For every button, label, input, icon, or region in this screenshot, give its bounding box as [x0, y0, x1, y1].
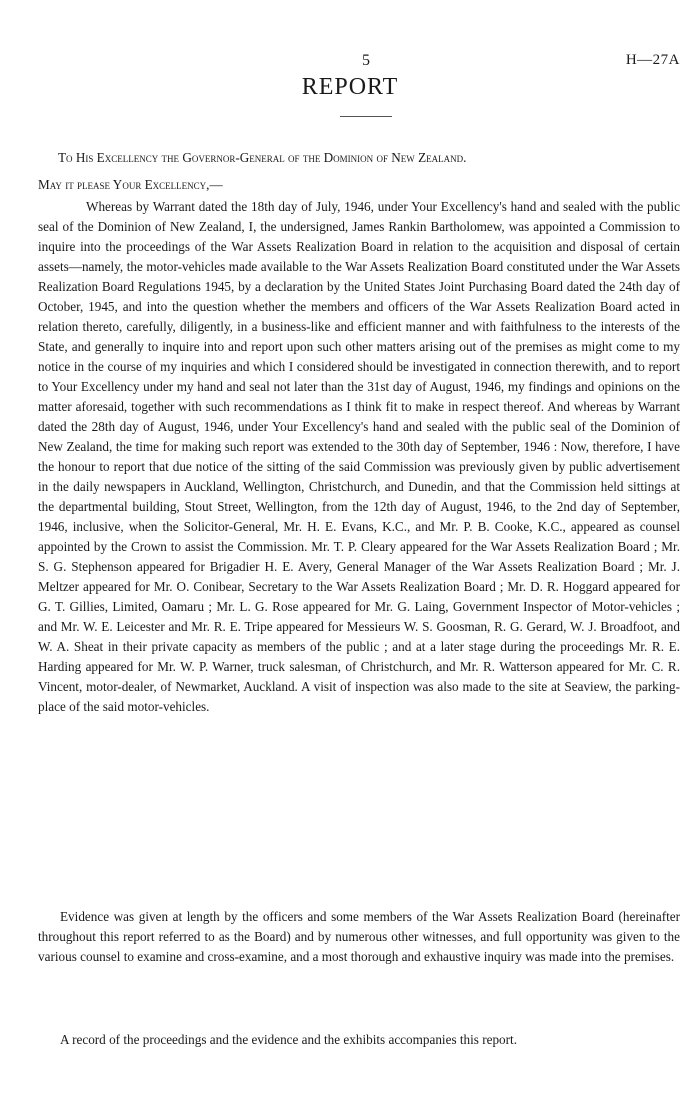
- paragraph-record: A record of the proceedings and the evidence and the exhibits accompanies this report.: [60, 1032, 518, 1047]
- page-number: 5: [362, 52, 370, 69]
- document-reference: H—27A: [625, 52, 680, 68]
- addressee-line: To His Excellency the Governor-General of the Dominion of New Zealand.: [58, 150, 467, 165]
- report-title: REPORT: [301, 74, 399, 100]
- salutation-line: May it please Your Excellency,—: [38, 177, 223, 192]
- title-rule: [340, 116, 392, 117]
- paragraph-warrant: Whereas by Warrant dated the 18th day of July, 1946, under Your Excellency's hand and sealed with the public seal of the Dominion of New Zealand, I, the undersigned, James Rankin Bartholomew, was appointed a Commission to inquire into the proceedings of the War Assets Realization Board in relation to the acquisition and disposal of certain assets—namely, the motor-vehicles made available to the War Assets Realization Board constituted under the War Assets Realization Board Regulations 1945, by a declaration by the United States Joint Purchasing Board dated the 24th day of October, 1945, and into the question whether the members and officers of the War Assets Realization Board acted in relation thereto, carefully, diligently, in a business-like and efficient manner and with faithfulness to the interests of the State, and generally to inquire into and report upon such other matters arising out of the premises as might come to my notice in the course of my inquiries and which I considered should be investigated in connection therewith, and to report to Your Excellency under my hand and seal not later than the 31st day of August, 1946, my findings and opinions on the matter aforesaid, together with such recommendations as I think fit to make in respect thereof. And whereas by Warrant dated the 28th day of August, 1946, under Your Excellency's hand and sealed with the public seal of the Dominion of New Zealand, the time for making such report was extended to the 30th day of September, 1946 : Now, therefore, I have the honour to report that due notice of the sitting of the said Commission was previously given by public advertisement in the daily newspapers in Auckland, Wellington, Christchurch, and Dunedin, and that the Commission held sittings at the departmental building, Stout Street, Wellington, from the 12th day of August, 1946, to the 2nd day of September, 1946, inclusive, when the Solicitor-General, Mr. H. E. Evans, K.C., and Mr. P. B. Cooke, K.C., appeared as counsel appointed by the Crown to assist the Commission. Mr. T. P. Cleary appeared for the War Assets Realization Board ; Mr. S. G. Stephenson appeared for Brigadier H. E. Avery, General Manager of the War Assets Realization Board ; Mr. J. Meltzer appeared for Mr. O. Conibear, Secretary to the War Assets Realization Board ; Mr. D. R. Hoggard appeared for G. T. Gillies, Limited, Oamaru ; Mr. L. G. Rose appeared for Mr. G. Laing, Government Inspector of Motor-vehicles ; and Mr. W. E. Leicester and Mr. R. E. Tripe appeared for Messieurs W. S. Goosman, R. G. Gerard, W. J. Broadfoot, and W. A. Sheat in their private capacity as members of the public ; and at a later stage during the proceedings Mr. R. E. Harding appeared for Mr. W. P. Warner, truck salesman, of Christchurch, and Mr. R. Watterson appeared for Mr. C. R. Vincent, motor-dealer, of Newmarket, Auckland. A visit of inspection was also made to the site at Seaview, the parking-place of the said motor-vehicles.: [38, 199, 680, 714]
- paragraph-evidence: Evidence was given at length by the officers and some members of the War Assets Realization Board (hereinafter throughout this report referred to as the Board) and by numerous other witnesses, and full opportunity was given to the various counsel to examine and cross-examine, and a most thorough and exhaustive inquiry was made into the premises.: [38, 909, 680, 964]
